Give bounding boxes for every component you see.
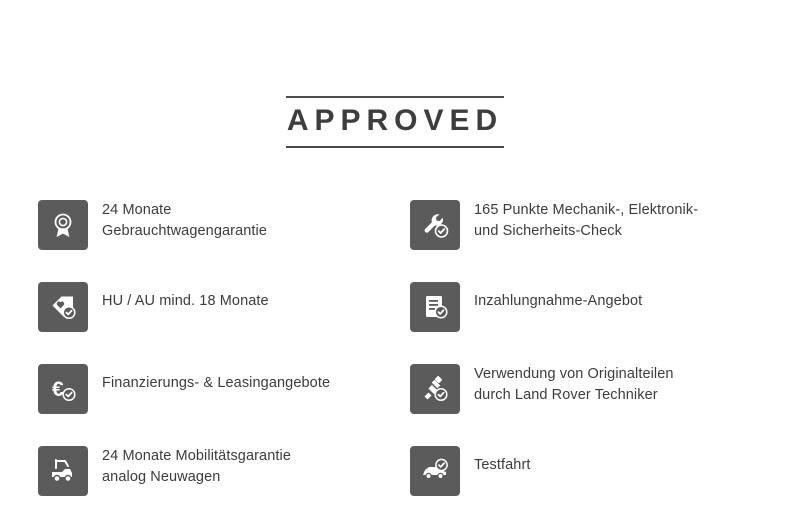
feature-label: 165 Punkte Mechanik-, Elektronik- und Sicherheits-Check	[474, 202, 699, 239]
tow-truck-icon	[38, 446, 88, 496]
feature-label: Verwendung von Originalteilen durch Land Rover Techniker	[474, 366, 674, 403]
page-header	[0, 96, 790, 148]
feature-gebrauchtwagengarantie	[38, 198, 410, 280]
euro-check-icon	[38, 364, 88, 414]
feature-inzahlungnahme-angebot	[410, 280, 762, 362]
spark-plug-check-icon	[410, 364, 460, 414]
feature-mechanik-elektronik-check	[410, 198, 762, 280]
feature-testfahrt	[410, 444, 762, 526]
feature-hu-au	[38, 280, 410, 362]
feature-finanzierung-leasing	[38, 362, 410, 444]
feature-mobilitaetsgarantie	[38, 444, 410, 526]
feature-label: HU / AU mind. 18 Monate	[102, 293, 269, 309]
feature-label: 24 Monate Mobilitätsgarantie analog Neuwagen	[102, 448, 291, 485]
feature-label: Testfahrt	[474, 457, 531, 473]
feature-label: Inzahlungnahme-Angebot	[474, 293, 643, 309]
feature-originalteile	[410, 362, 762, 444]
car-check-icon	[410, 446, 460, 496]
svg-text:€: €	[52, 378, 64, 401]
tag-heart-check-icon	[38, 282, 88, 332]
wrench-check-icon	[410, 200, 460, 250]
feature-label: Finanzierungs- & Leasingangebote	[102, 375, 331, 391]
header-rule-bottom	[286, 146, 504, 148]
feature-label: 24 Monate Gebrauchtwagengarantie	[102, 202, 268, 239]
warranty-badge-icon	[38, 200, 88, 250]
feature-grid	[38, 198, 762, 526]
document-check-icon	[410, 282, 460, 332]
page-title: APPROVED	[286, 104, 504, 137]
